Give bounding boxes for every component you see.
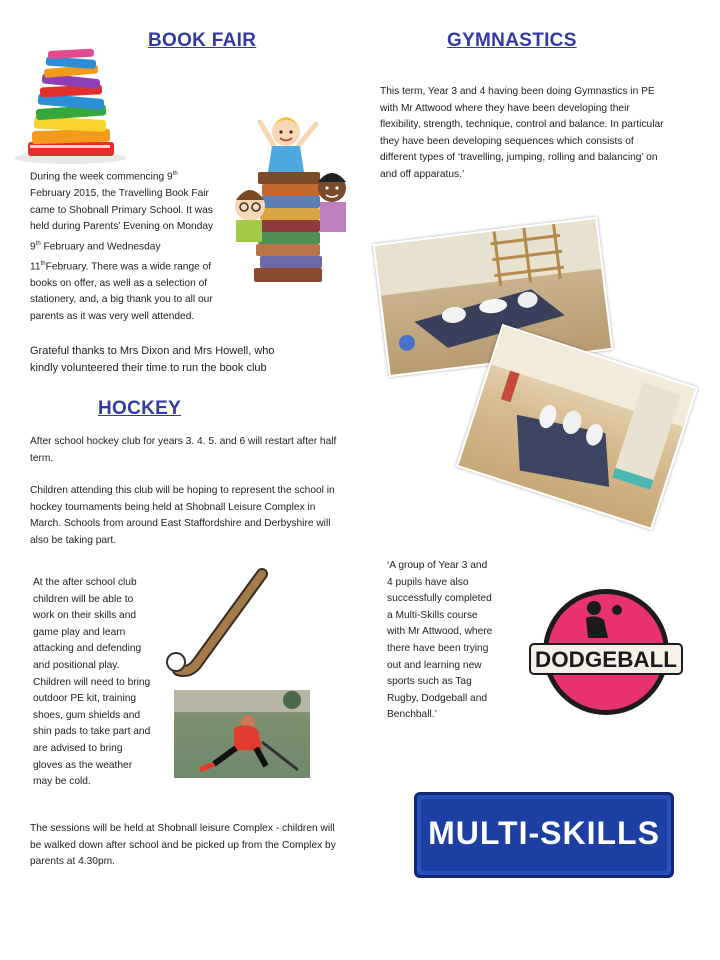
kids-on-books-icon <box>228 108 360 290</box>
hockey-stick-icon <box>164 566 274 684</box>
hockey-photo <box>174 690 310 778</box>
book-fair-paragraph <box>30 166 215 326</box>
book-fair-text-c: February and Wednesday 11 <box>30 241 161 273</box>
book-fair-sup: th <box>172 171 178 177</box>
gymnastics-photo-2 <box>456 324 698 530</box>
hockey-paragraph-3: At the after school club children will be able to work on their skills and game play and learn attacking and defending and positional play. Children will need to bring outdoor PE kit, training shoes, gum shields and shin pads to take part and are advised to bring gloves as the weather may be cold. <box>33 577 151 788</box>
book-fair-text-a: During the week commencing 9 <box>30 171 173 183</box>
book-fair-text-d: February. There was a wide range of books on offer, as well as a selection of stationery, and, a big thank you to all our parents as it was very well attended. <box>30 261 213 322</box>
book-fair-thanks: Grateful thanks to Mrs Dixon and Mrs Howell, who kindly volunteered their time to run the book club <box>30 345 275 374</box>
book-fair-heading: BOOK FAIR <box>148 30 257 51</box>
gymnastics-paragraph: This term, Year 3 and 4 having been doing Gymnastics in PE with Mr Attwood where they have been developing their flexibility, strength, technique, control and balance. In particular they have been developing sequences which consists of different types of ‘travelling, jumping, rolling and balancing’ on and off apparatus.’ <box>380 86 664 180</box>
book-fair-sup: th <box>40 260 46 267</box>
hockey-heading: HOCKEY <box>98 398 182 419</box>
hockey-paragraph-2: Children attending this club will be hoping to represent the school in hockey tournaments being held at Shobnall Leisure Complex in March. Schools from around East Staffordshire and Derbyshire will also be taking part. <box>30 485 335 546</box>
hockey-paragraph-4: The sessions will be held at Shobnall leisure Complex - children will be walked down after school and be picked up from the Complex by parents at 4.30pm. <box>30 823 336 868</box>
multiskills-logo <box>414 792 674 878</box>
multiskills-paragraph: ‘A group of Year 3 and 4 pupils have also successfully completed a Multi-Skills course with Mr Attwood, where there have been trying out and learning new sports such as Tag Rugby, Dodgeball and Benchball.’ <box>387 560 493 721</box>
dodgeball-logo-text: DODGEBALL <box>535 647 677 672</box>
hockey-paragraph-1: After school hockey club for years 3. 4. 5. and 6 will restart after half term. <box>30 436 337 464</box>
dodgeball-logo <box>526 586 686 718</box>
multiskills-logo-text: MULTI-SKILLS <box>428 815 660 851</box>
book-fair-sup: th <box>35 240 41 247</box>
book-stack-icon <box>8 46 128 166</box>
book-fair-text-b: February 2015, the Travelling Book Fair came to Shobnall Primary School. It was held during Parents’ Evening on Monday 9 <box>30 187 214 253</box>
gymnastics-heading: GYMNASTICS <box>447 30 577 51</box>
